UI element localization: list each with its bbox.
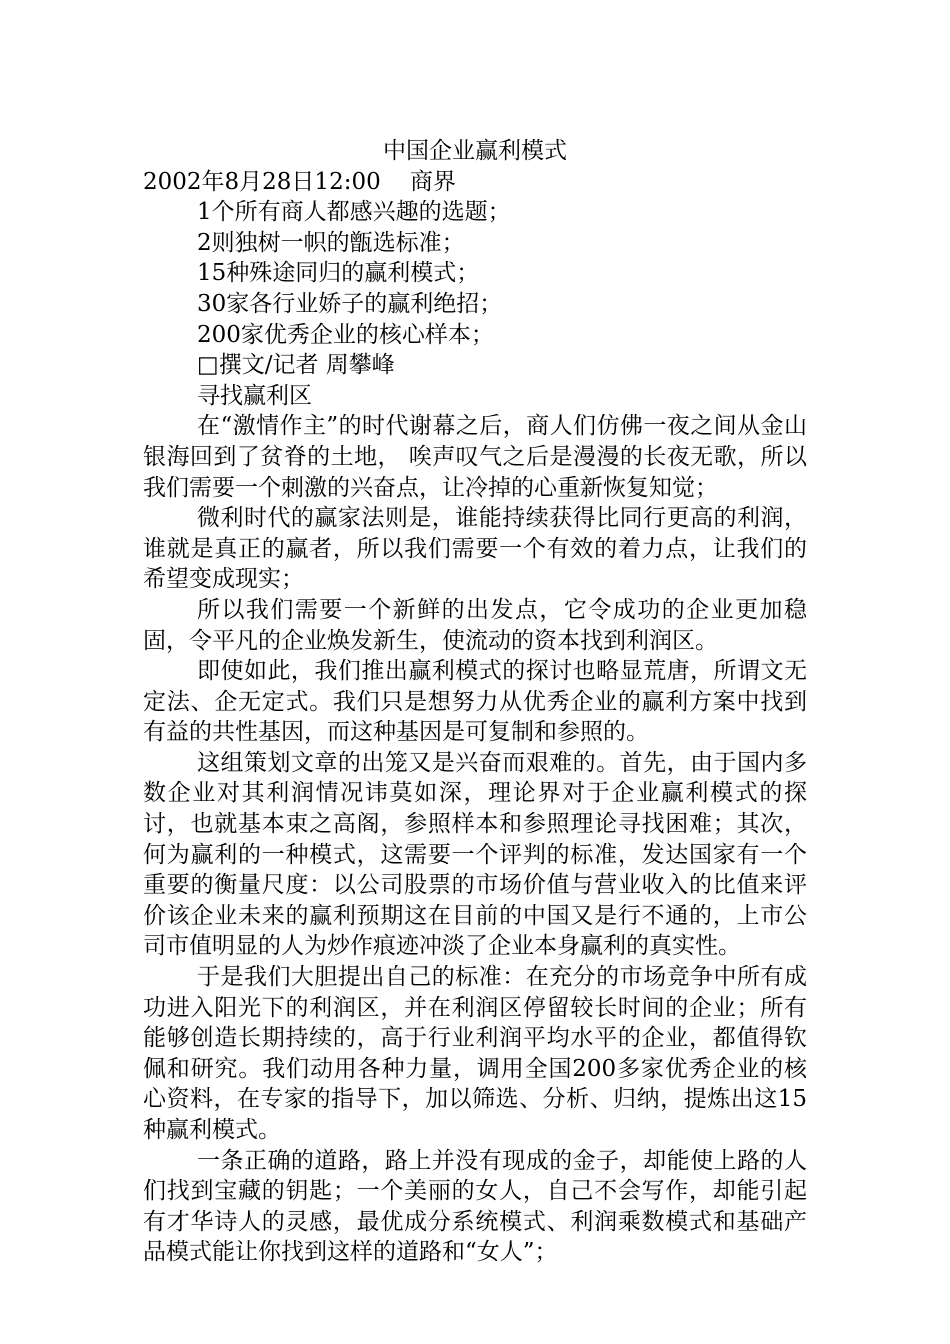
body-paragraph: 微利时代的赢家法则是，谁能持续获得比同行更高的利润，谁就是真正的赢者，所以我们需要一个有效的着力点，让我们的希望变成现实； [143, 505, 807, 593]
body-paragraph: 在“激情作主”的时代谢幕之后，商人们仿佛一夜之间从金山银海回到了贫脊的土地， 唉声叹气之后是漫漫的长夜无歌，所以我们需要一个刺激的兴奋点，让冷掉的心重新恢复知觉； [143, 413, 807, 501]
body-paragraph: 于是我们大胆提出自己的标准：在充分的市场竞争中所有成功进入阳光下的利润区，并在利润区停留较长时间的企业；所有能够创造长期持续的，高于行业利润平均水平的企业，都值得钦佩和研究。我们动用各种力量，调用全国200多家优秀企业的核心资料，在专家的指导下，加以筛选、分析、归纳，提炼出这15种赢利模式。 [143, 964, 807, 1143]
document-title: 中国企业赢利模式 [383, 138, 567, 164]
body-paragraph: 所以我们需要一个新鲜的出发点，它令成功的企业更加稳固，令平凡的企业焕发新生，使流动的资本找到利润区。 [143, 596, 807, 654]
lead-item: 1个所有商人都感兴趣的选题； [197, 199, 511, 226]
document-page [143, 136, 807, 1268]
lead-item: 15种殊途同归的赢利模式； [197, 260, 480, 287]
dateline: 2002年8月28日12:00 商界 [143, 168, 456, 195]
lead-item: 30家各行业娇子的赢利绝招； [197, 290, 503, 317]
body-paragraph: 一条正确的道路，路上并没有现成的金子，却能使上路的人们找到宝藏的钥匙；一个美丽的女人，自己不会写作，却能引起有才华诗人的灵感，最优成分系统模式、利润乘数模式和基础产品模式能让你找到这样的道路和“女人”； [143, 1147, 807, 1266]
section-heading: 寻找赢利区 [197, 382, 312, 409]
body-paragraph: 即使如此，我们推出赢利模式的探讨也略显荒唐，所谓文无定法、企无定式。我们只是想努力从优秀企业的赢利方案中找到有益的共性基因，而这种基因是可复制和参照的。 [143, 658, 807, 746]
lead-item: 200家优秀企业的核心样本； [197, 321, 494, 348]
lead-item: 2则独树一帜的甑选标准； [197, 229, 465, 256]
byline: □撰文/记者 周攀峰 [197, 352, 395, 379]
body-paragraph: 这组策划文章的出笼又是兴奋而艰难的。首先，由于国内多数企业对其利润情况讳莫如深，理论界对于企业赢利模式的探讨，也就基本束之高阁，参照样本和参照理论寻找困难；其次，何为赢利的一种模式，这需要一个评判的标准，发达国家有一个重要的衡量尺度：以公司股票的市场价值与营业收入的比值来评价该企业未来的赢利预期这在目前的中国又是行不通的，上市公司市值明显的人为炒作痕迹冲淡了企业本身赢利的真实性。 [143, 749, 807, 960]
